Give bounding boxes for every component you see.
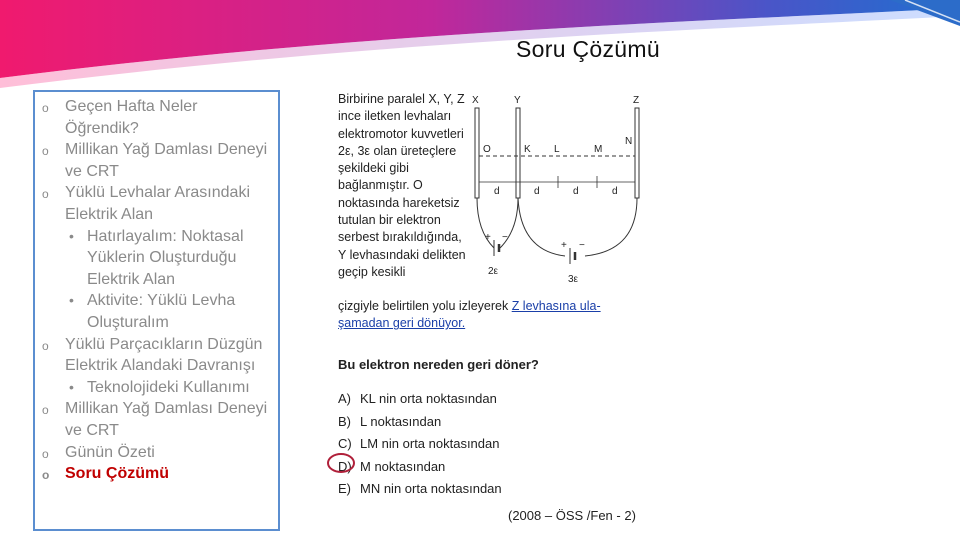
agenda-box: [33, 90, 280, 531]
battery-left-icon: [494, 240, 499, 256]
problem-text-highlight: şamadan geri dönüyor.: [338, 316, 466, 331]
point-label-l: L: [554, 144, 560, 155]
choice-b[interactable]: [338, 411, 502, 434]
circuit-diagram: [470, 88, 650, 298]
emf-label-left: 2ε: [488, 266, 499, 277]
agenda-item-text: Yüklü Parçacıkların Düzgün Elektrik Alandaki Davranışı: [65, 335, 263, 375]
answer-choices: [338, 388, 502, 501]
problem-text-highlight: Z levhasına ula-: [511, 299, 601, 313]
choice-text: KL nin orta noktasından: [360, 391, 497, 406]
agenda-item-3: [41, 182, 272, 225]
answer-mark-circle-icon: [326, 452, 356, 474]
agenda-item-text: Millikan Yağ Damlası Deneyi ve CRT: [65, 400, 268, 439]
agenda-item-5: [41, 398, 272, 441]
agenda-list: [41, 96, 272, 485]
question-text: Bu elektron nereden geri döner?: [338, 357, 539, 372]
choice-c[interactable]: [338, 433, 502, 456]
point-label-o: O: [483, 144, 491, 155]
emf-label-right: 3ε: [568, 274, 579, 285]
dot-bullet-icon: •: [69, 378, 74, 395]
agenda-item-text: Aktivite: Yüklü Levha Oluşturalım: [87, 292, 236, 331]
problem-panel: [338, 88, 658, 528]
problem-text-part2: [338, 298, 648, 333]
agenda-item-text: Teknolojideki Kullanımı: [87, 378, 250, 396]
choice-text: L noktasından: [360, 413, 442, 429]
agenda-item-2: [41, 139, 272, 182]
dot-bullet-icon: •: [69, 227, 74, 244]
distance-label: d: [573, 186, 579, 197]
circle-bullet-icon: o: [42, 101, 49, 115]
agenda-subitem-1: [41, 226, 272, 291]
agenda-item-text: Soru Çözümü: [65, 465, 169, 483]
choice-d[interactable]: [338, 456, 502, 479]
agenda-item-text: Hatırlayalım: Noktasal Yüklerin Oluşturduğu Elektrik Alan: [87, 227, 244, 288]
agenda-item-6: [41, 442, 272, 464]
distance-label: d: [534, 186, 540, 197]
agenda-item-current: [41, 463, 272, 485]
point-label-n: N: [625, 136, 633, 147]
agenda-item-text: Geçen Hafta Neler Öğrendik?: [65, 98, 198, 137]
plate-label-z: Z: [633, 95, 640, 106]
choice-letter: A): [338, 391, 351, 406]
plus-sign: +: [561, 240, 567, 251]
point-label-k: K: [524, 144, 531, 155]
choice-text: LM nin orta noktasından: [360, 436, 500, 451]
wire-right: [518, 198, 637, 256]
plate-z: [635, 108, 639, 198]
dot-bullet-icon: •: [69, 292, 74, 309]
circle-bullet-icon: o: [42, 446, 49, 461]
header-decoration: [0, 0, 960, 90]
circle-bullet-icon: o: [42, 468, 50, 483]
problem-source: (2008 – ÖSS /Fen - 2): [508, 508, 636, 523]
agenda-item-text: Millikan Yağ Damlası Deneyi ve CRT: [65, 141, 268, 180]
plate-y: [516, 108, 520, 198]
circle-bullet-icon: o: [42, 144, 49, 159]
choice-a[interactable]: [338, 388, 502, 411]
circle-bullet-icon: o: [42, 403, 49, 418]
agenda-item-1: [41, 96, 272, 139]
agenda-item-4: [41, 334, 272, 377]
agenda-subitem-2: [41, 290, 272, 333]
distance-label: d: [612, 186, 618, 197]
agenda-subitem-3: [41, 377, 272, 399]
battery-right-icon: [570, 248, 575, 264]
agenda-item-text: Yüklü Levhalar Arasındaki Elektrik Alan: [65, 184, 250, 223]
choice-letter: B): [338, 413, 351, 429]
circle-bullet-icon: o: [42, 187, 49, 202]
wire-left: [477, 198, 518, 248]
plus-sign: +: [485, 232, 491, 243]
plate-label-y: Y: [514, 95, 521, 106]
problem-text-segment: çizgiyle belirtilen yolu izleyerek: [338, 299, 512, 313]
problem-text-part1: Birbirine paralel X, Y, Z ince iletken levhaları elektromotor kuvvetleri 2ε, 3ε olan üreteçlere şekildeki gibi bağlanmıştır. O noktasında hareketsiz tutulan bir elektron serbest bırakıldığında, Y levhasındaki delikten geçip kesikli: [338, 92, 466, 279]
slide-title: Soru Çözümü: [516, 36, 660, 62]
choice-letter: D): [338, 458, 352, 474]
choice-text: MN nin orta noktasından: [360, 481, 502, 496]
point-label-m: M: [594, 144, 603, 155]
minus-sign: −: [579, 240, 585, 251]
agenda-item-text: Günün Özeti: [65, 443, 155, 461]
circle-bullet-icon: o: [42, 338, 49, 353]
choice-text: M noktasından: [360, 458, 446, 474]
minus-sign: −: [502, 232, 508, 243]
choice-e[interactable]: [338, 478, 502, 501]
plate-label-x: X: [472, 95, 479, 106]
distance-label: d: [494, 186, 500, 197]
choice-letter: E): [338, 481, 351, 496]
choice-letter: C): [338, 436, 352, 451]
plate-x: [475, 108, 479, 198]
